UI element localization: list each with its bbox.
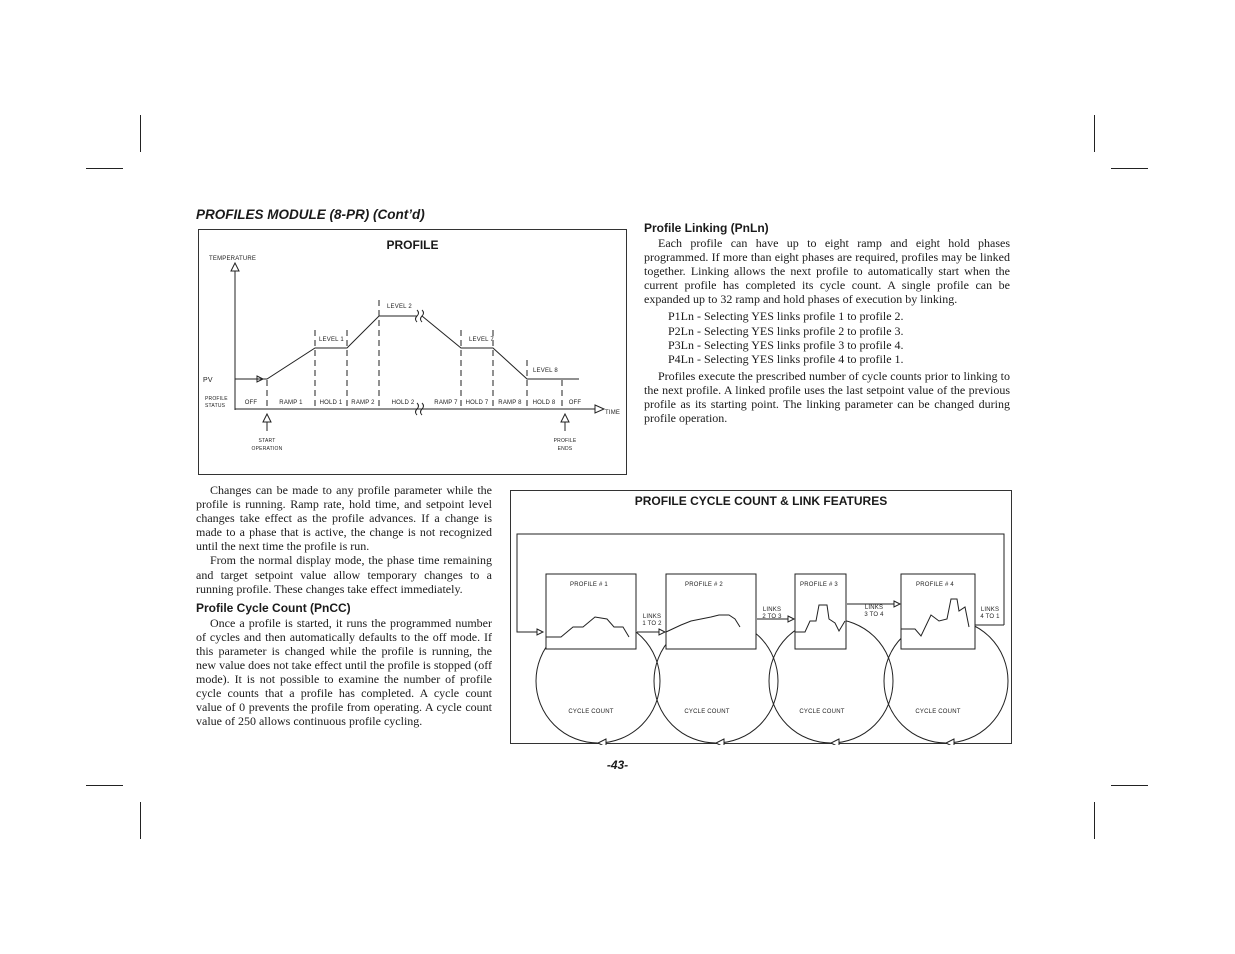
intro-paragraph: From the normal display mode, the phase time remaining and target setpoint value allow temporary changes to a running profile. These changes take effect immediately. — [196, 553, 492, 596]
phase-label: HOLD 7 — [465, 400, 489, 406]
crop-mark — [86, 785, 123, 786]
link-label-line2: 4 TO 1 — [980, 614, 1000, 620]
left-column — [196, 483, 492, 729]
link-label-line2: 1 TO 2 — [642, 621, 662, 627]
x-axis-label: TIME — [605, 410, 621, 416]
profile-label: PROFILE # 4 — [916, 582, 954, 588]
profile-label: PROFILE # 1 — [570, 582, 608, 588]
link-item: P1Ln - Selecting YES links profile 1 to profile 2. — [668, 309, 904, 324]
profile-label: PROFILE # 3 — [800, 582, 838, 588]
crop-mark — [140, 802, 141, 839]
phase-label: OFF — [244, 400, 258, 406]
closing-paragraph: Profiles execute the prescribed number of cycle counts prior to linking to the next profile. A linked profile uses the last setpoint value of the previous profile as its starting point. The linking parameter can be changed during profile operation. — [644, 368, 1010, 426]
right-column — [644, 221, 1010, 425]
profile-figure-title: PROFILE — [386, 238, 439, 252]
link-label-line1: LINKS — [864, 605, 884, 611]
linking-heading: Profile Linking (PnLn) — [644, 221, 769, 235]
link-label-line2: 3 TO 4 — [864, 612, 884, 618]
phase-label: RAMP 1 — [279, 400, 303, 406]
crop-mark — [1094, 802, 1095, 839]
profile-label: PROFILE # 2 — [685, 582, 723, 588]
crop-mark — [140, 115, 141, 152]
profile-figure — [198, 229, 627, 475]
link-item: P4Ln - Selecting YES links profile 4 to profile 1. — [668, 351, 904, 366]
phase-label: HOLD 2 — [391, 400, 415, 406]
cycle-count-heading: Profile Cycle Count (PnCC) — [196, 600, 351, 615]
cycle-diagram — [511, 491, 1013, 745]
phase-label: OFF — [568, 400, 582, 406]
crop-mark — [86, 168, 123, 169]
phase-label: HOLD 8 — [532, 400, 556, 406]
level-label: LEVEL 8 — [533, 368, 558, 374]
cycle-figure — [510, 490, 1012, 744]
crop-mark — [1111, 168, 1148, 169]
end-label-line1: PROFILE — [553, 438, 577, 444]
status-label-line2: STATUS — [205, 403, 226, 409]
phase-label: RAMP 7 — [434, 400, 458, 406]
cycle-count-label: CYCLE COUNT — [799, 709, 845, 715]
link-label-line1: LINKS — [980, 607, 1000, 613]
link-item: P3Ln - Selecting YES links profile 3 to profile 4. — [668, 337, 904, 352]
page-number: -43- — [606, 758, 629, 772]
crop-mark — [1111, 785, 1148, 786]
profile-diagram — [199, 230, 628, 476]
phase-label: RAMP 8 — [498, 400, 522, 406]
level-label: LEVEL 2 — [387, 304, 412, 310]
link-label-line2: 2 TO 3 — [762, 614, 782, 620]
cycle-count-label: CYCLE COUNT — [915, 709, 961, 715]
start-label-line1: START — [258, 438, 276, 444]
start-label-line2: OPERATION — [251, 446, 283, 452]
link-label-line1: LINKS — [642, 614, 662, 620]
end-label-line2: ENDS — [557, 446, 573, 452]
cycle-count-label: CYCLE COUNT — [684, 709, 730, 715]
phase-label: RAMP 2 — [351, 400, 375, 406]
y-axis-label: TEMPERATURE — [209, 256, 257, 262]
linking-paragraph: Each profile can have up to eight ramp and eight hold phases programmed. If more than eight phases are required, profiles may be linked together. Linking allows the next profile to automatically start when the current profile has completed its cycle count. A single profile can be expanded up to 32 ramp and hold phases of execution by linking. — [644, 236, 1010, 307]
level-label: LEVEL 7 — [469, 337, 494, 343]
pv-label: PV — [203, 377, 213, 384]
link-item: P2Ln - Selecting YES links profile 2 to profile 3. — [668, 323, 904, 338]
status-label-line1: PROFILE — [205, 396, 228, 402]
cycle-count-paragraph: Once a profile is started, it runs the programmed number of cycles and then automatically defaults to the off mode. If this parameter is changed while the profile is running, the new value does not take effect until the profile is stopped (off mode). It is not possible to examine the number of profile cycle counts that a profile has completed. A cycle count value of 0 prevents the profile from operating. A cycle count value of 250 allows continuous profile cycling. — [196, 615, 492, 729]
phase-label: HOLD 1 — [319, 400, 343, 406]
crop-mark — [1094, 115, 1095, 152]
cycle-figure-title: PROFILE CYCLE COUNT & LINK FEATURES — [634, 494, 888, 508]
intro-paragraph: Changes can be made to any profile parameter while the profile is running. Ramp rate, hold time, and setpoint level changes take effect as the profile advances. If a change is made to a phase that is active, the change is not recognized until the next time the profile is run. — [196, 483, 492, 554]
level-label: LEVEL 1 — [319, 337, 344, 343]
cycle-count-label: CYCLE COUNT — [568, 709, 614, 715]
section-title: PROFILES MODULE (8-PR) (Cont’d) — [196, 207, 425, 222]
link-list — [644, 309, 1010, 365]
link-label-line1: LINKS — [762, 607, 782, 613]
